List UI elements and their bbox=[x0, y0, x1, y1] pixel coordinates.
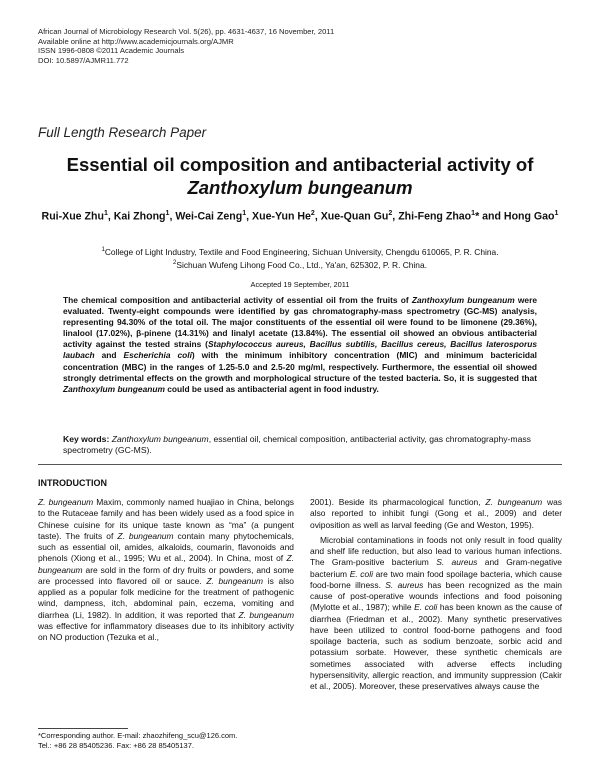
paragraph bbox=[310, 497, 562, 531]
title-line-1: Essential oil composition and antibacterial activity of bbox=[66, 154, 534, 175]
author-list: Rui-Xue Zhu$^1$, Kai Zhong$^1$, Wei-Cai Zeng$^1$, Xue-Yun He$^2$, Xue-Quan Gu$^2$, Zhi-Feng Zhao$^1$* and Hong Gao$^1$ bbox=[41, 210, 559, 223]
body-text: has been recognized as the main cause of post-operative wounds infections and food poisoning (Mylotte et al., 1987); while bbox=[310, 579, 562, 613]
author-affil-sup: 2 bbox=[388, 210, 393, 217]
footnote-divider bbox=[38, 728, 128, 729]
keywords-label: Key words: bbox=[63, 434, 110, 444]
species-name: S. aureus bbox=[436, 557, 478, 568]
affiliation-text: College of Light Industry, Textile and Food Engineering, Sichuan University, Chengdu 610065, P. R. China. bbox=[104, 246, 499, 257]
author: Kai Zhong bbox=[113, 210, 166, 223]
body-text: are sold in the form of dry fruits or powders, and some are processed into flavored oil or sauce. bbox=[38, 564, 294, 586]
journal-issn: ISSN 1996-0808 ©2011 Academic Journals bbox=[38, 46, 185, 56]
abstract-species: Staphylococcus aureus, Bacillus subtilis, Bacillus cereus, Bacillus laterosporus laubach bbox=[63, 339, 537, 361]
left-column bbox=[38, 497, 294, 643]
footnote bbox=[38, 731, 298, 751]
species-name: Z. bungeanum bbox=[38, 553, 294, 575]
footnote-phone: Tel.: +86 28 85405236. Fax: +86 28 85405137. bbox=[38, 741, 194, 750]
species-name: E. coli bbox=[414, 602, 438, 613]
author-affil-sup: 1 bbox=[242, 210, 247, 217]
research-type: Full Length Research Paper bbox=[38, 125, 207, 140]
paper-title bbox=[40, 153, 560, 199]
abstract-text: could be used as antibacterial agent in food industry. bbox=[164, 383, 379, 394]
journal-meta bbox=[38, 27, 334, 65]
keywords-species: Zanthoxylum bungeanum bbox=[111, 434, 209, 444]
abstract-species: Zanthoxylum bungeanum bbox=[411, 295, 515, 305]
author-affil-sup: 1 bbox=[103, 210, 108, 217]
species-name: Z. bungeanum bbox=[238, 609, 294, 620]
body-text: are two main food spoilage bacteria, which cause food-borne illness. bbox=[310, 568, 562, 590]
abstract-text: and bbox=[94, 350, 124, 361]
affiliation-number: 2 bbox=[173, 259, 177, 266]
body-text: contain many phytochemicals, such as essential oil, amides, alkaloids, coumarin, flavonoids and phenols (Xiong et al., 1995; Wu et al., 2004). In China, most of bbox=[38, 530, 294, 564]
species-name: Z. bungeanum bbox=[117, 530, 174, 541]
species-name: Z. bungeanum bbox=[485, 497, 543, 507]
body-text: Microbial contaminations in foods not only result in food quality and shelf life reduction, but also lead to various human infections. The Gram-positive bacterium bbox=[310, 534, 562, 568]
abstract-text: were evaluated. Twenty-eight compounds were identified by gas chromatography-mass spectrometry (GC-MS) analysis, representing 94.30% of the total oil. The major constituents of the essential oil were found to be limonene (29.36%), linalool (17.02%), β-pinene (14.31%) and linalyl acetate (13.84%). The essential oil showed an obvious antibacterial activity against the tested strains ( bbox=[63, 295, 538, 350]
author: Rui-Xue Zhu bbox=[41, 210, 104, 223]
journal-doi: DOI: 10.5897/AJMR11.772 bbox=[38, 55, 129, 65]
author: Xue-Yun He bbox=[252, 210, 311, 223]
abstract-text: The chemical composition and antibacterial activity of essential oil from the fruits of bbox=[63, 295, 412, 305]
affiliation-number: 1 bbox=[101, 247, 105, 253]
body-text: 2001). Beside its pharmacological function, bbox=[310, 497, 486, 507]
author-affil-sup: 1 bbox=[165, 210, 170, 217]
abstract-text: ) with the minimum inhibitory concentration (MIC) and minimum bactericidal concentration (MBC) in the ranges of 1.25-5.0 and 2.5-20 mg/ml, respectively. Furthermore, the essential oil showed strongly detrimental effects on the growth and morphological structure of the tested bacteria. So, it is suggested that bbox=[63, 350, 538, 383]
journal-citation: African Journal of Microbiology Research Vol. 5(26), pp. 4631-4637, 16 November, 2011 bbox=[38, 27, 335, 36]
abstract-species: Zanthoxylum bungeanum bbox=[63, 383, 165, 394]
author: Zhi-Feng Zhao bbox=[398, 210, 472, 223]
footnote-contact: *Corresponding author. E-mail: zhaozhifeng_scu@126.com. bbox=[38, 731, 238, 740]
author-affil-sup: 1 bbox=[471, 210, 476, 217]
author: Hong Gao bbox=[503, 210, 555, 223]
body-text: was also reported to inhibit fungi (Gong et al., 2009) and deter oviposition as well as larval feeding (Ge and Weston, 1995). bbox=[310, 497, 562, 530]
keywords bbox=[63, 434, 537, 457]
abstract-species: Escherichia coli bbox=[123, 350, 192, 361]
species-name: Z. bungeanum bbox=[206, 575, 264, 586]
journal-url[interactable]: Available online at http://www.academicjournals.org/AJMR bbox=[38, 36, 234, 46]
keywords-text: , essential oil, chemical composition, antibacterial activity, gas chromatography-mass spectrometry (GC-MS). bbox=[63, 434, 531, 456]
body-text: and Gram-negative bacterium bbox=[310, 557, 562, 579]
body-text: has been known as the cause of diarrhea (Friedman et al., 2002). Many synthetic preservatives have been utilized to control food-borne pathogens and food spoilage bacteria, such as sodium benzoate, sorbic acid and potassium sorbate. However, these synthetic chemicals are sometimes associated with adverse effects including hypersensitivity, allergic reaction, and immunity suppression (Cakir et al., 2005). Moreover, these preservatives always cause the bbox=[310, 602, 562, 691]
author-conjunction: and bbox=[479, 210, 504, 223]
body-text: is also applied as a popular folk medicine for the treatment of pathogenic wind, dampness, itch, abdominal pain, eczema, vomiting and diarrhea (Li, 1982). In addition, it was reported that bbox=[38, 575, 294, 620]
author-affil-sup: 1 bbox=[554, 210, 559, 217]
author: Wei-Cai Zeng bbox=[175, 210, 243, 223]
title-line-2: Zanthoxylum bungeanum bbox=[187, 177, 413, 198]
author-affil-sup: 2 bbox=[310, 210, 315, 217]
author: Xue-Quan Gu bbox=[320, 210, 389, 223]
right-column bbox=[310, 497, 562, 692]
abstract bbox=[63, 295, 537, 395]
introduction-heading: INTRODUCTION bbox=[38, 478, 107, 488]
paragraph bbox=[38, 497, 294, 643]
affiliation-2 bbox=[40, 258, 560, 271]
accepted-date: Accepted 19 September, 2011 bbox=[250, 280, 350, 289]
affiliation-1 bbox=[40, 245, 560, 258]
body-text: Maxim, commonly named huajiao in China, belongs to the Rutaceae family and has been widely used as a food spice in Chinese cuisine for its unique taste known as “ma” (a pungent taste). The fruits of bbox=[38, 497, 294, 541]
body-text: was effective for inflammatory diseases due to its inhibitory activity on NO production (Tezuka et al., bbox=[38, 620, 294, 642]
corresponding-mark: * bbox=[475, 210, 480, 223]
species-name: E. coli bbox=[349, 568, 373, 579]
species-name: Z. bungeanum bbox=[38, 497, 94, 507]
species-name: S. aureus bbox=[385, 579, 424, 590]
affiliation-text: Sichuan Wufeng Lihong Food Co., Ltd., Ya'an, 625302, P. R. China. bbox=[176, 259, 427, 270]
paragraph bbox=[310, 535, 562, 693]
section-divider bbox=[38, 464, 562, 465]
affiliations bbox=[40, 245, 560, 270]
